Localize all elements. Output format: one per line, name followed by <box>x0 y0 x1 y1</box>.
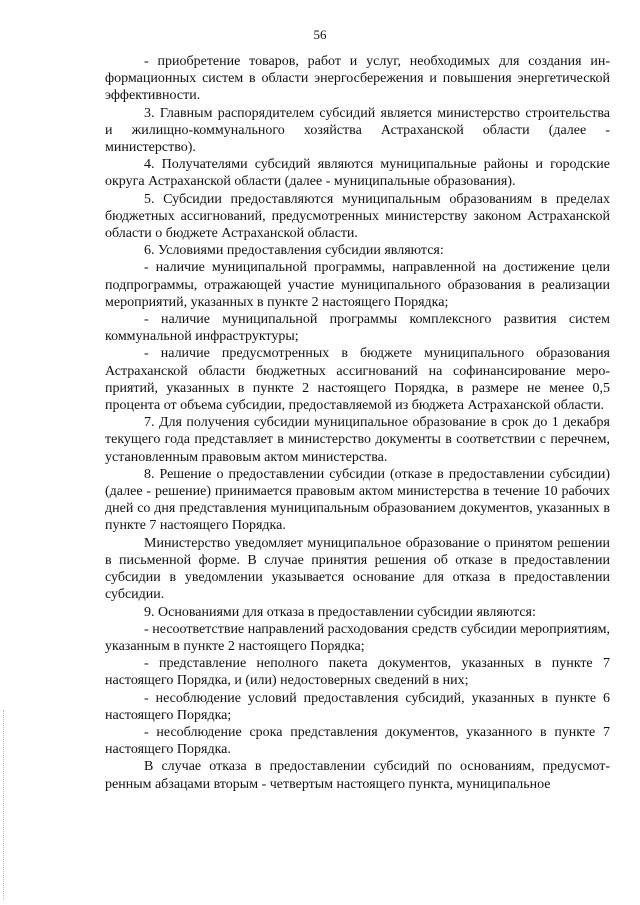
page-number: 56 <box>313 27 327 42</box>
paragraph-3-main-distributor: 3. Главным распорядителем субсидий является министерство строительства и жилищно-коммунального хозяйства Астраханской области (далее - министерство). <box>105 105 610 156</box>
paragraph-6-conditions-heading: 6. Условиями предоставления субсидии являются: <box>144 243 444 259</box>
paragraph-6-condition-cofinancing: - наличие предусмотренных в бюджете муниципального образования Астраханской области бюджетных ассигнований на софинансирование мероприятий, указанных в пункте 2 настоящего Порядка, в размере не менее 0,5 процента от объема субсидии, предоставляемой из бюджета Астраханской области. <box>105 346 610 414</box>
paragraph-4-recipients: 4. Получателями субсидий являются муниципальные районы и городские округа Астраханской области (далее - муниципальные образования). <box>105 157 610 190</box>
paragraph-9-refusal-incomplete: - представление неполного пакета документов, указанных в пункте 7 настоящего Порядка, и (или) недостоверных сведений в них; <box>105 656 610 689</box>
paragraph-6-condition-infrastructure: - наличие муниципальной программы комплексного развития систем коммунальной инфраструктуры; <box>105 312 610 345</box>
document-body <box>105 53 610 793</box>
paragraph-9-refusal-deadline: - несоблюдение срока представления документов, указанного в пункте 7 настоящего Порядка. <box>105 724 610 758</box>
paragraph-7-deadline: 7. Для получения субсидии муниципальное образование в срок до 1 декабря текущего года представляет в министерство документы в соответствии с перечнем, установленным правовым актом министерства. <box>105 415 610 465</box>
paragraph-8-decision: 8. Решение о предоставлении субсидии (отказе в предоставлении субсидии) (далее - решение) принимается правовым актом министерства в течение 10 рабочих дней со дня представления муниципальным образованием документов, указанных в пункте 7 настоящего Порядка. <box>105 466 610 534</box>
paragraph-9-refusal-heading: 9. Основаниями для отказа в предоставлении субсидии являются: <box>144 604 536 620</box>
paragraph-5-limits: 5. Субсидии предоставляются муниципальным образованиям в пределах бюджетных ассигнований, предусмотренных министерству законом Астраханской области о бюджете Астраханской области. <box>105 191 610 242</box>
paragraph-9-refusal-conditions: - несоблюдение условий предоставления субсидий, указанных в пункте 6 настоящего Порядка; <box>105 690 610 723</box>
scan-margin-artifact <box>3 710 6 900</box>
paragraph-refusal-consequence: В случае отказа в предоставлении субсидий по основаниям, предусмотренным абзацами вторым - четвертым настоящего пункта, муниципальное <box>105 759 610 792</box>
paragraph-8-notification: Министерство уведомляет муниципальное образование о принятом решении в письменной форме. В случае принятия решения об отказе в предоставлении субсидии в уведомлении указывается основание для отказа в предоставлении субсидии. <box>105 535 610 603</box>
paragraph-6-condition-program: - наличие муниципальной программы, направленной на достижение цели подпрограммы, отражающей участие муниципального образования в реализации мероприятий, указанных в пункте 2 настоящего Порядка; <box>105 260 610 310</box>
paragraph-bullet-it-systems: - приобретение товаров, работ и услуг, необходимых для создания информационных систем в области энергосбережения и повышения энергетической эффективности. <box>105 54 610 104</box>
paragraph-9-refusal-mismatch: - несоответствие направлений расходования средств субсидии мероприятиям, указанным в пункте 2 настоящего Порядка; <box>105 621 610 654</box>
